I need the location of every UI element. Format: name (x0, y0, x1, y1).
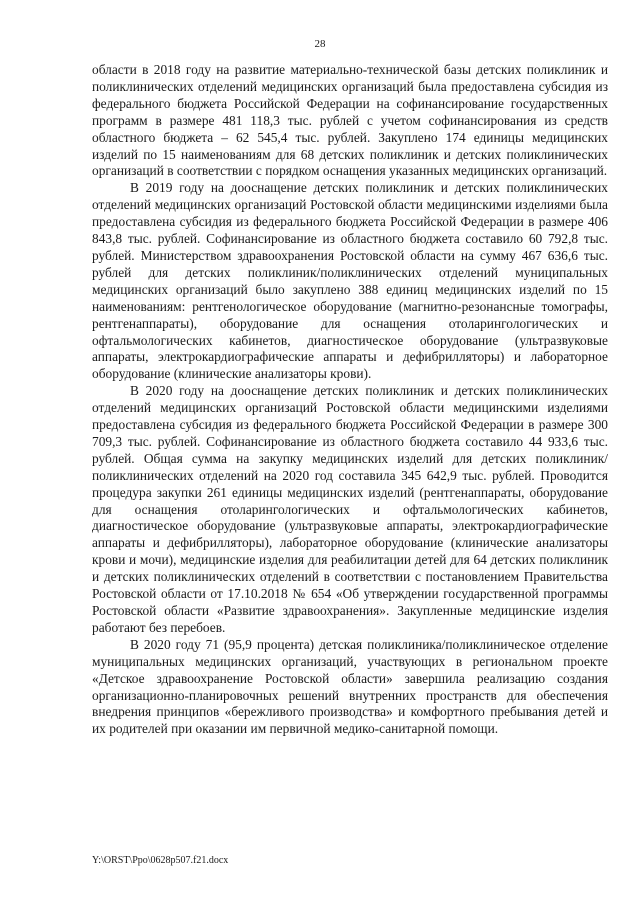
paragraph-2019: В 2019 году на дооснащение детских поликлиник и детских поликлинических отделений медицинских организаций Ростовской области медицинскими изделиями была предоставлена субсидия из федерального бюджета Российской Федерации в размере 406 843,8 тыс. рублей. Софинансирование из областного бюджета составило 60 792,8 тыс. рублей. Министерством здравоохранения Ростовской области на сумму 467 636,6 тыс. рублей для детских поликлиник/поликлинических отделений муниципальных медицинских организаций было закуплено 388 единиц медицинских изделий по 15 наименованиям: рентгенологическое оборудование (магнитно-резонансные томографы, рентгенаппараты), оборудование для оснащения отоларингологических и офтальмологических кабинетов, диагностическое оборудование (ультразвуковые аппараты, электрокардиографические аппараты и дефибрилляторы) и лабораторное оборудование (клинические анализаторы крови). (92, 180, 608, 382)
paragraph-2020-subsidy: В 2020 году на дооснащение детских поликлиник и детских поликлинических отделений медицинских организаций Ростовской области медицинскими изделиями предоставлена субсидия из федерального бюджета Российской Федерации в размере 300 709,3 тыс. рублей. Софинансирование из областного бюджета составило 44 933,6 тыс. рублей. Общая сумма на закупку медицинских изделий для детских поликлиник/поликлинических отделений на 2020 год составила 345 642,9 тыс. рублей. Проводится процедура закупки 261 единицы медицинских изделий (рентгенаппараты, оборудование для оснащения отоларингологических и офтальмологических кабинетов, диагностическое оборудование (ультразвуковые аппараты, электрокардиографические аппараты и дефибрилляторы), лабораторное оборудование (клинические анализаторы крови и мочи), медицинские изделия для реабилитации детей для 64 детских поликлиник и детских поликлинических отделений в соответствии с постановлением Правительства Ростовской области от 17.10.2018 № 654 «Об утверждении государственной программы Ростовской области «Развитие здравоохранения». Закупленные медицинские изделия работают без перебоев. (92, 383, 608, 635)
footer-file-path: Y:\ORST\Ppo\0628p507.f21.docx (92, 855, 229, 866)
paragraph-continuation: области в 2018 году на развитие материально-технической базы детских поликлиник и поликлинических отделений медицинских организаций была предоставлена субсидия из федерального бюджета Российской Федерации на софинансирование государственных программ в размере 481 118,3 тыс. рублей с учетом софинансирования из средств областного бюджета – 62 545,4 тыс. рублей. Закуплено 174 единицы медицинских изделий по 15 наименованиям для 68 детских поликлиник и детских поликлинических организаций в соответствии с порядком оснащения указанных медицинских организаций. (92, 62, 608, 179)
document-body (92, 62, 608, 738)
page-number: 28 (314, 38, 326, 50)
paragraph-2020-clinics: В 2020 году 71 (95,9 процента) детская поликлиника/поликлиническое отделение муниципальных медицинских организаций, участвующих в региональном проекте «Детское здравоохранение Ростовской области» завершила реализацию создания организационно-планировочных решений внутренних пространств для обеспечения внедрения принципов «бережливого производства» и комфортного пребывания детей и их родителей при оказании им первичной медико-санитарной помощи. (92, 636, 608, 737)
